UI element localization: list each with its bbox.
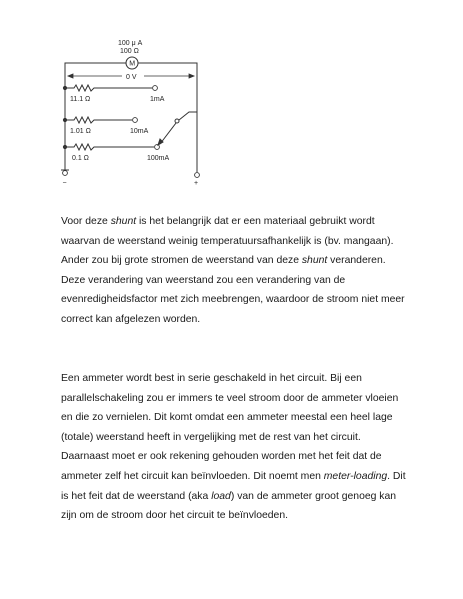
shunt-branch-1 bbox=[63, 85, 152, 91]
paragraph2-text-3: ) van de ammeter groot genoeg kan zijn om de stroom door het circuit te beïnvloeden. bbox=[61, 490, 397, 522]
shunt-1-resistance: 11.1 Ω bbox=[70, 96, 91, 103]
ammeter-shunt-circuit-diagram bbox=[52, 32, 222, 187]
meter-symbol-letter: M bbox=[129, 60, 136, 68]
shunt-3-resistance: 0.1 Ω bbox=[72, 155, 89, 162]
shunt-1-range: 1mA bbox=[150, 96, 165, 103]
terminal-plus bbox=[195, 173, 200, 178]
paragraph1-text-3: veranderen. Deze verandering van weerstand zou een verandering van de evenredigheidsfactor met zich meebrengen, waardoor de stroom niet meer correct kan afgelezen worden. bbox=[61, 255, 405, 325]
shunt-2-resistance: 1.01 Ω bbox=[70, 128, 91, 135]
paragraph1-term-shunt-2: shunt bbox=[301, 255, 328, 267]
shunt-3-range: 100mA bbox=[147, 155, 170, 162]
paragraph2-text-2: . Dit is het feit dat de weerstand (aka bbox=[61, 470, 406, 502]
paragraph2-text-1: Een ammeter wordt best in serie geschakeld in het circuit. Bij een parallelschakeling zou er immers te veel stroom door de ammeter vloeien en die zo vernielen. Dit komt omdat een ammeter meestal een heel lage (totale) weerstand heeft in vergelijking met de rest van het circuit. Daarnaast moet er ook rekening gehouden worden met het feit dat de ammeter zelf het circuit kan beïnvloeden. Dit noemt men bbox=[61, 373, 399, 482]
span-label: 0 V bbox=[126, 74, 137, 81]
paragraph1-term-shunt-1: shunt bbox=[110, 216, 137, 227]
paragraph1-text-2: is het belangrijk dat er een materiaal gebruikt wordt waarvan de weerstand weinig temperatuursafhankelijk is (bv. mangaan). Ander zou bij grote stromen de weerstand van deze bbox=[61, 216, 394, 267]
terminal-minus bbox=[63, 171, 68, 176]
paragraph-ammeter-series bbox=[61, 369, 411, 526]
meter-current-label: 100 μ A bbox=[118, 40, 143, 47]
shunt-2-terminal bbox=[133, 118, 138, 123]
left-bus bbox=[61, 88, 69, 170]
shunt-1-terminal bbox=[153, 86, 158, 91]
shunt-3-terminal bbox=[155, 145, 160, 150]
paragraph2-term-meter-loading: meter-loading bbox=[323, 470, 388, 482]
paragraph1-text-1: Voor deze bbox=[61, 216, 111, 227]
paragraph-shunt-material bbox=[61, 212, 411, 330]
shunt-2-range: 10mA bbox=[130, 128, 149, 135]
range-selector-switch bbox=[158, 112, 197, 145]
shunt-branch-2 bbox=[63, 117, 132, 123]
meter-resistance-label: 100 Ω bbox=[120, 48, 139, 55]
terminal-minus-label: − bbox=[62, 180, 67, 187]
shunt-branch-3 bbox=[63, 144, 154, 150]
paragraph2-term-load: load bbox=[211, 490, 231, 502]
terminal-plus-label: + bbox=[194, 180, 199, 187]
